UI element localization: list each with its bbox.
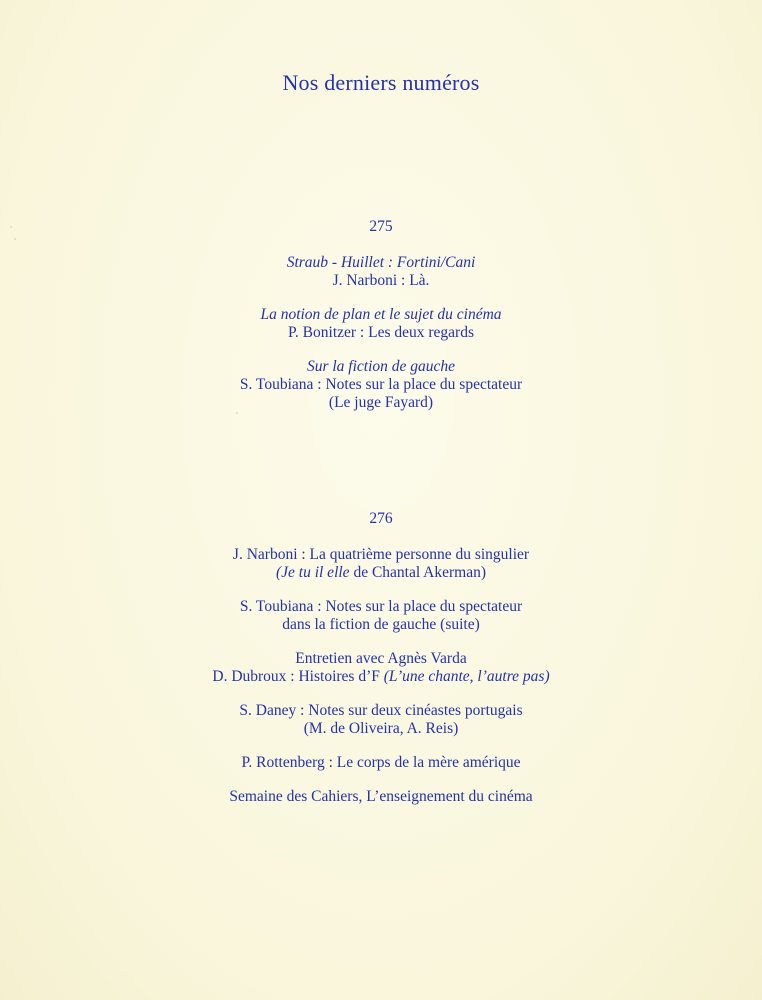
article-text: Semaine des Cahiers, L’enseignement du cinéma: [229, 788, 533, 805]
article-title-text: Straub - Huillet : Fortini/Cani: [286, 254, 476, 271]
article-line: [0, 254, 762, 272]
article-line: [0, 324, 762, 342]
article-text: (M. de Oliveira, A. Reis): [303, 720, 459, 737]
article-text: D. Dubroux : Histoires d’F: [212, 668, 384, 685]
article-entry: [0, 358, 762, 412]
article-title-text: La notion de plan et le sujet du cinéma: [260, 306, 502, 323]
article-title-text: (L’une chante, l’autre pas): [383, 668, 550, 685]
article-line: [0, 376, 762, 394]
paper-speck: [14, 238, 16, 240]
article-text: S. Daney : Notes sur deux cinéastes portugais: [239, 702, 523, 719]
article-text: S. Toubiana : Notes sur la place du spectateur: [239, 376, 523, 393]
article-text: S. Toubiana : Notes sur la place du spectateur: [239, 598, 523, 615]
article-line: [0, 616, 762, 634]
article-line: [0, 394, 762, 412]
article-entry: [0, 254, 762, 290]
article-entry: [0, 546, 762, 582]
article-entry: [0, 598, 762, 634]
paper-speck: [236, 412, 238, 414]
article-text: Entretien avec Agnès Varda: [295, 650, 467, 667]
issue-number: 275: [369, 218, 393, 235]
issue-number: 276: [369, 510, 393, 527]
article-line: [0, 598, 762, 616]
article-title-text: (Je tu il elle: [275, 564, 350, 581]
article-line: [0, 788, 762, 806]
page-title: Nos derniers numéros: [282, 70, 480, 95]
issue-entries: [0, 546, 762, 806]
article-text: (Le juge Fayard): [328, 394, 434, 411]
article-text: P. Bonitzer : Les deux regards: [288, 324, 474, 341]
article-text: dans la fiction de gauche (suite): [282, 616, 480, 633]
article-entry: [0, 306, 762, 342]
article-entry: [0, 754, 762, 772]
article-line: [0, 650, 762, 668]
article-entry: [0, 650, 762, 686]
paper-speck: [10, 226, 12, 228]
article-line: [0, 668, 762, 686]
article-entry: [0, 702, 762, 738]
article-line: [0, 754, 762, 772]
article-line: [0, 272, 762, 290]
article-text: de Chantal Akerman): [349, 564, 487, 581]
issue-275-section: [0, 218, 762, 428]
article-text: J. Narboni : Là.: [332, 272, 430, 289]
article-line: [0, 546, 762, 564]
article-line: [0, 564, 762, 582]
article-title-text: Sur la fiction de gauche: [306, 358, 456, 375]
issue-276-section: [0, 510, 762, 822]
issue-entries: [0, 254, 762, 412]
article-entry: [0, 788, 762, 806]
article-text: P. Rottenberg : Le corps de la mère amérique: [241, 754, 521, 771]
article-line: [0, 720, 762, 738]
article-line: [0, 306, 762, 324]
article-text: J. Narboni : La quatrième personne du singulier: [232, 546, 530, 563]
article-line: [0, 358, 762, 376]
article-line: [0, 702, 762, 720]
